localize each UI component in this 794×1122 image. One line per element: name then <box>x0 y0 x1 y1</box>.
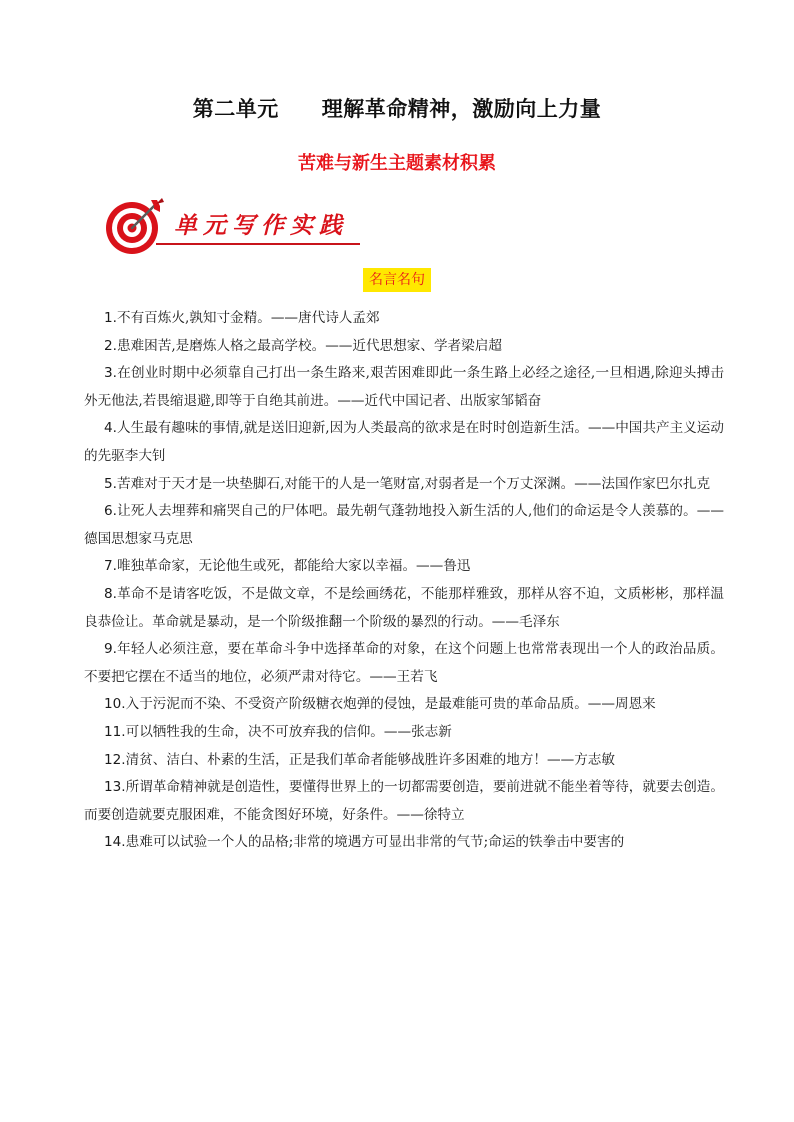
quote-item <box>84 691 724 719</box>
quote-text: 所谓革命精神就是创造性，要懂得世界上的一切都需要创造，要前进就不能坐着等待，就要去创造。而要创造就要克服困难，不能贪图好环境，好条件。——徐特立 <box>84 779 724 823</box>
page-subtitle: 苦难与新生主题素材积累 <box>298 153 496 174</box>
banner-title: 单元写作实践 <box>174 212 348 239</box>
quote-number: 5. <box>104 475 117 492</box>
quote-text: 年轻人必须注意，要在革命斗争中选择革命的对象，在这个问题上也常常表现出一个人的政治品质。不要把它摆在不适当的地位，必须严肃对待它。——王若飞 <box>84 641 724 685</box>
quote-item <box>84 471 724 499</box>
quote-item <box>84 581 724 636</box>
quote-item <box>84 360 724 415</box>
quote-number: 12. <box>104 751 126 768</box>
section-banner <box>104 196 364 258</box>
quote-number: 6. <box>104 503 117 520</box>
quote-number: 8. <box>104 585 117 602</box>
quote-item <box>84 747 724 775</box>
quote-item <box>84 333 724 361</box>
quote-text: 患难可以试验一个人的品格;非常的境遇方可显出非常的气节;命运的铁拳击中要害的 <box>125 834 625 851</box>
quote-text: 清贫、洁白、朴素的生活，正是我们革命者能够战胜许多困难的地方！——方志敏 <box>125 751 615 768</box>
quote-number: 3. <box>104 365 117 382</box>
quote-text: 在创业时期中必须靠自己打出一条生路来,艰苦困难即此一条生路上必经之途径,一旦相遇,除迎头搏击外无他法,若畏缩退避,即等于自绝其前进。——近代中国记者、出版家邹韬奋 <box>84 365 724 409</box>
quote-text: 可以牺牲我的生命，决不可放弃我的信仰。——张志新 <box>125 723 452 740</box>
quote-number: 1. <box>104 310 117 326</box>
page-title: 第二单元 理解革命精神，激励向上力量 <box>192 97 602 121</box>
quote-item <box>84 553 724 581</box>
quote-text: 不有百炼火,孰知寸金精。——唐代诗人孟郊 <box>116 310 380 326</box>
quote-number: 10. <box>104 696 126 713</box>
quote-text: 让死人去埋葬和痛哭自己的尸体吧。最先朝气蓬勃地投入新生活的人,他们的命运是令人羡慕的。——德国思想家马克思 <box>84 503 724 547</box>
quote-text: 苦难对于天才是一块垫脚石,对能干的人是一笔财富,对弱者是一个万丈深渊。——法国作家巴尔扎克 <box>116 475 711 492</box>
quote-item <box>84 774 724 829</box>
section-tag: 名言名句 <box>363 268 431 292</box>
target-dart-icon <box>104 196 166 258</box>
quote-text: 革命不是请客吃饭，不是做文章，不是绘画绣花，不能那样雅致，那样从容不迫，文质彬彬，那样温良恭俭让。革命就是暴动，是一个阶级推翻一个阶级的暴烈的行动。——毛泽东 <box>84 585 724 630</box>
quote-item <box>84 415 724 470</box>
quote-number: 14. <box>104 834 126 851</box>
quote-number: 13. <box>104 779 126 796</box>
quote-item <box>84 719 724 747</box>
quote-item <box>84 305 724 333</box>
quote-number: 7. <box>104 558 117 575</box>
quote-number: 11. <box>104 723 126 740</box>
quote-text: 入于污泥而不染、不受资产阶级糖衣炮弹的侵蚀，是最难能可贵的革命品质。——周恩来 <box>125 696 656 713</box>
quote-item <box>84 636 724 691</box>
quote-list <box>84 305 724 857</box>
quote-text: 人生最有趣味的事情,就是送旧迎新,因为人类最高的欲求是在时时创造新生活。——中国共产主义运动的先驱李大钊 <box>84 420 724 464</box>
quote-number: 2. <box>104 337 117 354</box>
quote-number: 9. <box>104 641 117 658</box>
quote-number: 4. <box>104 420 117 437</box>
quote-item <box>84 829 724 857</box>
quote-text: 唯独革命家，无论他生或死，都能给大家以幸福。——鲁迅 <box>116 558 471 575</box>
quote-item <box>84 498 724 553</box>
quote-text: 患难困苦,是磨炼人格之最高学校。——近代思想家、学者梁启超 <box>116 337 502 354</box>
banner-underline <box>156 243 360 245</box>
